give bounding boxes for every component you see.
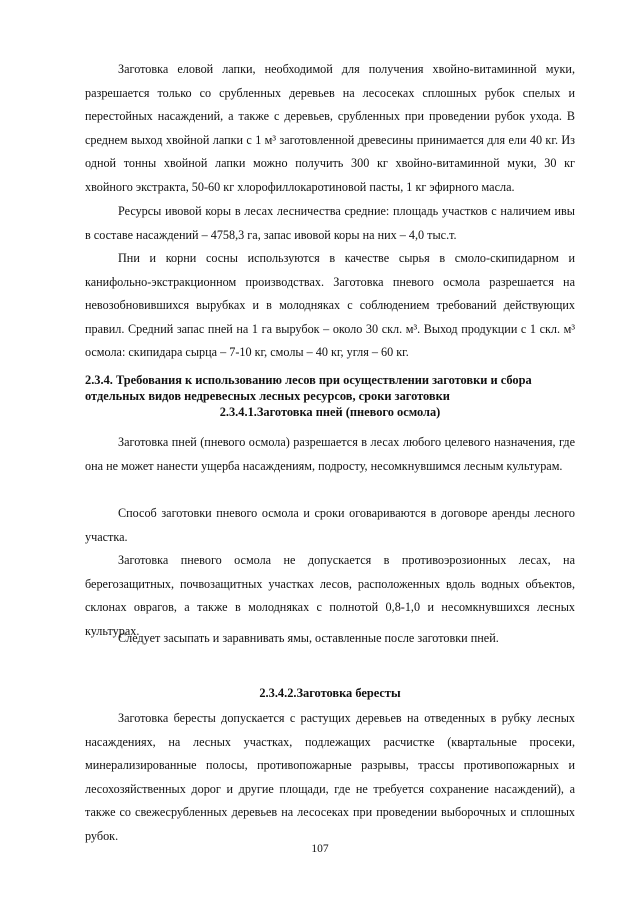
section-heading: 2.3.4. Требования к использованию лесов при осуществлении заготовки и сбора отдельных видов недревесных лесных ресурсов, сроки заготовки: [85, 373, 532, 403]
paragraph-willow-bark: Ресурсы ивовой коры в лесах лесничества средние: площадь участков с наличием ивы в составе насаждений – 4758,3 га, запас ивовой коры на них – 4,0 тыс.т.: [85, 204, 575, 242]
page-number: 107: [311, 843, 329, 855]
paragraph-birch-bark: Заготовка бересты допускается с растущих деревьев на отведенных в рубку лесных насаждениях, на лесных участках, подлежащих расчистке (квартальные просеки, минерализированные полосы, противопожарные разрывы, трассы противопожарных и лесохозяйственных дорог и другие площади, где не требуется сохранение насаждений), а также со свежесрубленных деревьев на лесосеках при проведении выборочных и сплошных рубок.: [85, 711, 575, 843]
paragraph-stump-harvest-4: Следует засыпать и заравнивать ямы, оставленные после заготовки пней.: [118, 631, 499, 645]
paragraph-spruce-needles: Заготовка еловой лапки, необходимой для получения хвойно-витаминной муки, разрешается только со срубленных деревьев на лесосеках сплошных рубок спелых и перестойных насаждений, а также с деревьев, срубленных при проведении рубок ухода. В среднем выход хвойной лапки с 1 м³ заготовленной древесины принимается для ели 40 кг. Из одной тонны хвойной лапки можно получить 300 кг хвойно-витаминной муки, 30 кг хвойного экстракта, 50-60 кг хлорофиллокаротиновой пасты, 1 кг эфирного масла.: [85, 62, 575, 194]
paragraph-stump-harvest-1: Заготовка пней (пневого осмола) разрешается в лесах любого целевого назначения, где она не может нанести ущерба насаждениям, подросту, несомкнувшимся лесным культурам.: [85, 435, 575, 473]
paragraph-pine-stumps: Пни и корни сосны используются в качестве сырья в смоло-скипидарном и канифольно-экстракционном производствах. Заготовка пневого осмола разрешается на невозобновившихся вырубках и в молодняках с соблюдением требований действующих правил. Средний запас пней на 1 га вырубок – около 30 скл. м³. Выход продукции с 1 скл. м³ осмола: скипидара сырца – 7-10 кг, смолы – 40 кг, угля – 60 кг.: [85, 251, 575, 360]
subsection-heading-stumps: 2.3.4.1.Заготовка пней (пневого осмола): [219, 405, 441, 419]
paragraph-stump-harvest-2: Способ заготовки пневого осмола и сроки оговариваются в договоре аренды лесного участка.: [85, 506, 575, 544]
subsection-heading-birch-bark: 2.3.4.2.Заготовка бересты: [259, 686, 401, 700]
paragraph-stump-harvest-3: Заготовка пневого осмола не допускается в противоэрозионных лесах, на берегозащитных, почвозащитных участках лесов, расположенных вдоль водных объектов, склонах оврагов, а также в молодняках с полнотой 0,8-1,0 и несомкнувшихся лесных культурах.: [85, 553, 575, 638]
